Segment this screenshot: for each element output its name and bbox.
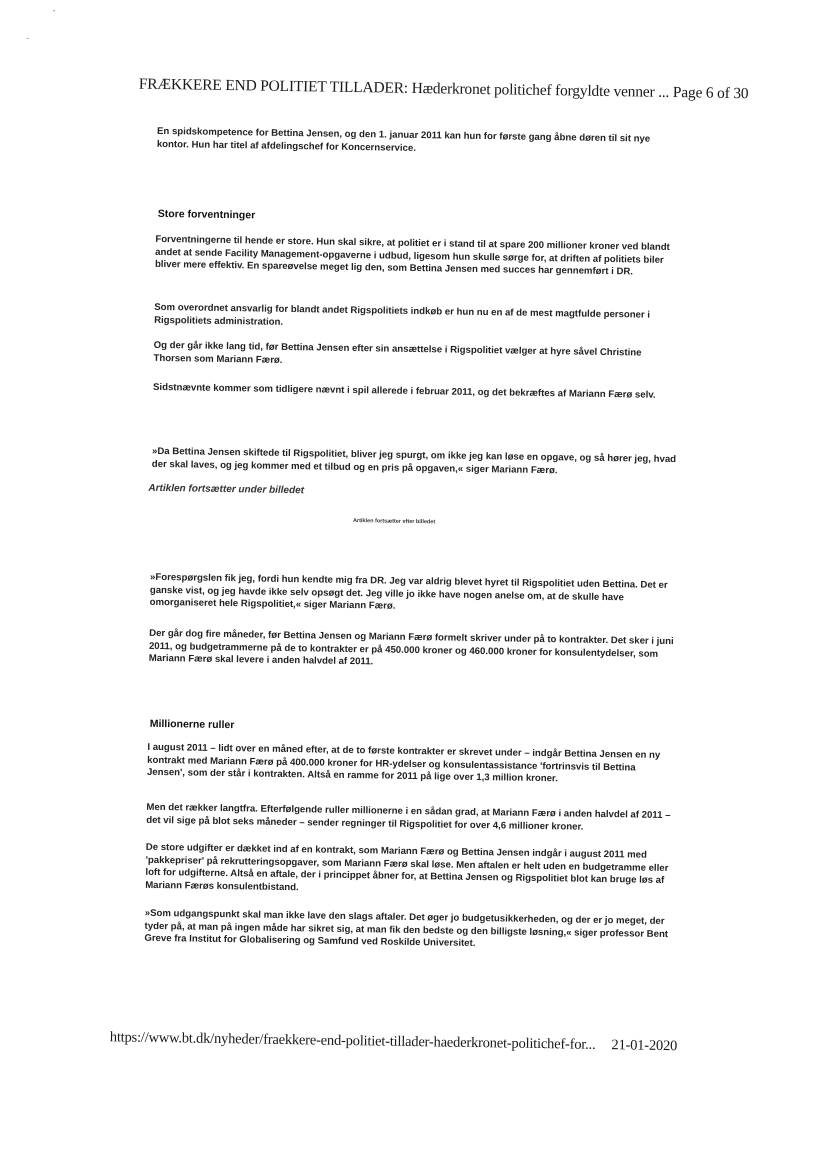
scan-speck	[27, 38, 29, 39]
paragraph: Og der går ikke lang tid, før Bettina Jensen efter sin ansættelse i Rigspolitiet vælger at hyre såvel Christine Thorsen som Mariann Færø.	[153, 339, 642, 366]
image-caption: Artiklen fortsætter efter billedet	[352, 518, 436, 526]
section-heading: Store forventninger	[157, 207, 256, 222]
header-page-number: Page 6 of 30	[672, 84, 749, 103]
paragraph: De store udgifter er dækket ind af en kontrakt, som Mariann Færø og Bettina Jensen indgår i august 2011 med 'pakkepriser' på rekrutteringsopgaver, som Mariann Færø skal løse. Men aftalen er helt uden en budgetramme eller loft for udgifterne. Altså en aftale, der i princippet åbner for, at Bettina Jensen og Rigspolitiet blot kan bruge løs af Mariann Færøs konsulentbistand.	[145, 841, 669, 893]
paragraph: Der går dog fire måneder, før Bettina Jensen og Mariann Færø formelt skriver under på to kontrakter. Det sker i juni 2011, og budgetrammerne på de to kontrakter er på 450.000 kroner og 460.000 kroner for konsulentydelser, som Mariann Færø skal levere i anden halvdel af 2011.	[148, 627, 674, 668]
quote-paragraph: »Da Bettina Jensen skiftede til Rigspolitiet, bliver jeg spurgt, om ikke jeg kan løse en opgave, og så hører jeg, hvad der skal laves, og jeg kommer med et tilbud og en pris på opgaven,« siger Mariann Færø.	[151, 445, 677, 476]
section-heading: Millionerne ruller	[149, 717, 235, 732]
paragraph: I august 2011 – lidt over en måned efter, at de to første kontrakter er skrevet under – indgår Bettina Jensen en ny kontrakt med Mariann Færø på 400.000 kroner for HR-ydelser og konsulentassistance 'fortrinsvis til Bettina Jensen', som der står i kontrakten. Altså en ramme for 2011 på lige over 1,3 million kroner.	[146, 741, 661, 785]
header-title: FRÆKKERE END POLITIET TILLADER: Hæderkronet politichef forgyldte venner ...	[138, 75, 670, 101]
paragraph: Sidstnævnte kommer som tidligere nævnt i spil allerede i februar 2011, og det bekræftes af Mariann Færø selv.	[152, 381, 656, 401]
continue-notice: Artiklen fortsætter under billedet	[148, 482, 305, 497]
footer-date: 21-01-2020	[611, 1037, 678, 1055]
paragraph: Forventningerne til hende er store. Hun skal sikre, at politiet er i stand til at spare 200 millioner kroner ved blandt andet at sende Facility Management-opgaverne i udbud, ligesom hun skulle sørge for, at driften af politiets biler bliver mere effektiv. En spareøvelse meget lig den, som Bettina Jensen med succes har gennemført i DR.	[154, 233, 670, 278]
quote-paragraph: »Forespørgslen fik jeg, fordi hun kendte mig fra DR. Jeg var aldrig blevet hyret til Rigspolitiet uden Bettina. Det er ganske vist, og jeg havde ikke selv opsøgt det. Jeg ville jo ikke have nogen anelse om, at de skulle have omorganiseret hele Rigspolitiet,« siger Mariann Færø.	[149, 571, 668, 612]
page-header	[138, 75, 749, 103]
paragraph: Som overordnet ansvarlig for blandt andet Rigspolitiets indkøb er hun nu en af de mest magtfulde personer i Rigspolitiets administration.	[154, 301, 651, 328]
scan-speck	[53, 10, 55, 11]
paragraph: En spidskompetence for Bettina Jensen, og den 1. januar 2011 kan hun for første gang åbne døren til sit nye kontor. Hun har titel af afdelingschef for Koncernservice.	[156, 125, 651, 154]
quote-paragraph: »Som udgangspunkt skal man ikke lave den slags aftaler. Det øger jo budgetusikkerheden, og der er jo meget, der tyder på, at man på ingen måde har sikret sig, at man fik den bedste og den billigste løsning,« siger professor Bent Greve fra Institut for Globalisering og Samfund ved Roskilde Universitet.	[144, 907, 669, 950]
paragraph: Men det rækker langtfra. Efterfølgende ruller millionerne i en sådan grad, at Mariann Færø i anden halvdel af 2011 – det vil sige på blot seks måneder – sender regninger til Rigspolitiet for over 4,6 millioner kroner.	[146, 801, 671, 833]
footer-url: https://www.bt.dk/nyheder/fraekkere-end-politiet-tillader-haederkronet-politichef-for...	[109, 1029, 596, 1053]
page-footer	[110, 1029, 690, 1055]
